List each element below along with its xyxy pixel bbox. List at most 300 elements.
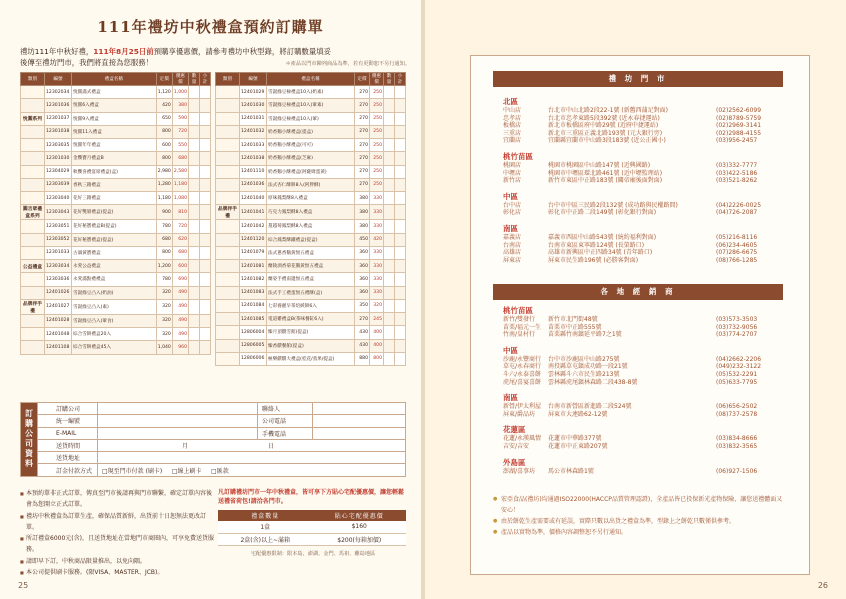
cell-sub-input[interactable] [200, 112, 211, 125]
cell-sale: 810 [172, 205, 188, 220]
cell-code: 12302034 [45, 86, 72, 99]
mobile-label: 手機電話 [258, 427, 313, 439]
store-phone: (04)2662-2206 [716, 355, 762, 363]
cell-sub-input[interactable] [200, 273, 211, 286]
intro-p2: 預購享優惠價，請參考禮坊中秋型錄，將訂購數量填妥 [153, 47, 332, 56]
store-phone: (08)737-2578 [716, 410, 758, 418]
cell-sub-input[interactable] [395, 152, 406, 165]
cell-sale: 590 [172, 112, 188, 125]
store-address: 苗栗市中正路555號 [548, 323, 602, 331]
cell-price: 800 [156, 246, 172, 259]
cell-price: 450 [355, 233, 370, 246]
cell-sale: 330 [370, 273, 384, 286]
column-header: 定價 [156, 73, 172, 86]
cell-name: 花好三籍禮盒 [72, 192, 157, 205]
store-phone: (04)2226-0025 [716, 201, 762, 209]
table-row [216, 152, 406, 165]
cell-cat [21, 99, 45, 112]
cell-qty-input[interactable] [384, 152, 395, 165]
cell-qty-input[interactable] [384, 352, 395, 365]
region-block [503, 224, 793, 264]
shipping-price: $160 [312, 521, 406, 533]
cell-name: 雪誕綠豆椪禮盒10入(葷素) [267, 99, 355, 112]
cell-code: 12401040 [240, 192, 267, 205]
cell-name: 雪誕綠豆凸入(葷食) [72, 314, 157, 327]
mobile-input[interactable] [313, 427, 406, 439]
cell-code: 12303036 [45, 273, 72, 286]
cell-code: 12301033 [45, 246, 72, 259]
company-input[interactable] [98, 403, 258, 415]
store-name: 嘉義店 [503, 234, 522, 241]
cell-qty-input[interactable] [189, 260, 200, 273]
intro-p3: 後傳至禮坊門市，我們將直接為您服務！ [20, 58, 154, 67]
cell-qty-input[interactable] [384, 233, 395, 246]
store-name: 虎尾/喜宴喜餅 [503, 378, 542, 386]
table-row [216, 112, 406, 125]
cell-sub-input[interactable] [200, 205, 211, 220]
store-name: 沙鹿/永豐商行 [503, 355, 542, 363]
store-phone: (03)774-2707 [716, 331, 758, 339]
cell-sub-input[interactable] [200, 314, 211, 327]
store-phone: (06)234-4605 [716, 241, 758, 249]
cell-qty-input[interactable] [189, 139, 200, 152]
cell-sale: 330 [370, 220, 384, 233]
cell-sub-input[interactable] [395, 246, 406, 259]
cell-name: 永愛滿點禮禮盒 [72, 273, 157, 286]
cell-sub-input[interactable] [200, 328, 211, 341]
store-name: 花蓮/永漢風情 [503, 435, 542, 443]
cell-sub-input[interactable] [395, 205, 406, 220]
region-block [503, 425, 793, 450]
table-row [21, 125, 211, 138]
cell-qty-input[interactable] [189, 299, 200, 314]
notice-item: ■ 本預約單非正式訂單，傳真至門市後請再與門市聯繫，確定訂單內容後會為您開立正式訂單。 [20, 488, 215, 511]
store-phone: (049)232-3122 [716, 363, 762, 371]
cell-sale: 490 [172, 299, 188, 314]
cell-sub-input[interactable] [395, 299, 406, 312]
cell-price: 900 [156, 205, 172, 220]
cell-qty-input[interactable] [189, 314, 200, 327]
cell-qty-input[interactable] [384, 326, 395, 339]
cell-sub-input[interactable] [395, 326, 406, 339]
cell-sub-input[interactable] [200, 99, 211, 112]
cell-cat [216, 299, 240, 312]
table-row [216, 99, 406, 112]
store-address: 雲林縣斗六市民生路213號 [548, 370, 620, 378]
cell-price: 880 [355, 352, 370, 365]
cell-qty-input[interactable] [384, 339, 395, 352]
table-row [216, 246, 406, 259]
delivery-date-label: 送貨時間 [38, 439, 98, 451]
cell-qty-input[interactable] [189, 286, 200, 299]
cell-qty-input[interactable] [384, 273, 395, 286]
cell-sale: 720 [172, 220, 188, 233]
cell-sub-input[interactable] [200, 233, 211, 246]
cell-sub-input[interactable] [395, 286, 406, 299]
cell-qty-input[interactable] [189, 205, 200, 220]
store-phone: (02)8789-5759 [716, 114, 762, 122]
table-row [218, 521, 406, 533]
cell-sub-input[interactable] [395, 165, 406, 178]
cell-qty-input[interactable] [384, 125, 395, 138]
cell-cat [216, 86, 240, 99]
shipping-col-qty: 禮盒數量 [218, 510, 312, 521]
cell-code: 12401028 [45, 314, 72, 327]
cell-price: 320 [156, 328, 172, 341]
cell-sub-input[interactable] [395, 260, 406, 273]
cell-code: 12401027 [45, 299, 72, 314]
cell-sale: 1,000 [172, 86, 188, 99]
cell-code: 12303051 [45, 220, 72, 233]
cell-cat [21, 220, 45, 233]
cell-sub-input[interactable] [200, 139, 211, 152]
cell-qty-input[interactable] [384, 178, 395, 191]
region-block [503, 97, 793, 145]
cell-price: 780 [156, 220, 172, 233]
cell-qty-input[interactable] [189, 328, 200, 341]
intro-note: ＊產品以門市陳列商品為準，若有更動恕不另行通知。 [285, 61, 410, 67]
cell-code: 12401029 [240, 86, 267, 99]
cell-qty-input[interactable] [384, 192, 395, 205]
cell-cat [216, 313, 240, 326]
cell-name: 秋饗喜禮宴席禮盒(盒) [72, 165, 157, 178]
store-address: 新北市板橋區府中路29號 (近府中捷運站) [548, 122, 659, 130]
cell-sub-input[interactable] [395, 99, 406, 112]
pay-transfer-checkbox[interactable]: □匯款 [211, 467, 229, 475]
cell-qty-input[interactable] [189, 220, 200, 233]
store-address: 嘉義市西區中山路543號 (統約福利對面) [548, 234, 657, 241]
table-row [21, 328, 211, 341]
cell-cat [216, 260, 240, 273]
cell-sub-input[interactable] [395, 192, 406, 205]
cell-price: 360 [355, 273, 370, 286]
cell-price: 1,120 [156, 86, 172, 99]
cell-qty-input[interactable] [189, 192, 200, 205]
table-row [21, 273, 211, 286]
cell-qty-input[interactable] [384, 260, 395, 273]
cell-qty-input[interactable] [189, 165, 200, 178]
cell-cat: 悅圓系列 [21, 112, 45, 125]
cell-price: 650 [156, 112, 172, 125]
store-phone: (06)927-1506 [716, 467, 758, 475]
cell-qty-input[interactable] [189, 86, 200, 99]
table-row [216, 139, 406, 152]
cell-qty-input[interactable] [189, 125, 200, 138]
intro-date: 111年8月25日前 [93, 47, 154, 56]
notice-list [20, 488, 215, 578]
cell-code: 12301036 [45, 99, 72, 112]
list-item [503, 324, 793, 332]
cell-cat: 公益禮盒 [21, 260, 45, 273]
cell-sub-input[interactable] [200, 286, 211, 299]
region-name: 花蓮區 [503, 425, 526, 435]
store-phone: (02)2562-6099 [716, 107, 762, 114]
cell-price: 1,280 [156, 178, 172, 191]
store-phone: (05)633-7795 [716, 378, 758, 386]
cell-cat [216, 286, 240, 299]
store-address: 屏東市大連路62-12號 [548, 410, 608, 418]
cell-price: 380 [355, 205, 370, 220]
cell-code: 12401032 [240, 125, 267, 138]
cell-code: 12401038 [240, 152, 267, 165]
delivery-date-input[interactable] [98, 439, 406, 451]
table-row [216, 178, 406, 191]
cell-sale: 400 [370, 339, 384, 352]
table-row [21, 192, 211, 205]
cell-qty-input[interactable] [384, 112, 395, 125]
list-item [503, 411, 793, 419]
region-name: 外島區 [503, 457, 526, 467]
page-number-right: 26 [817, 581, 828, 590]
cell-qty-input[interactable] [189, 178, 200, 191]
table-row [21, 86, 211, 99]
table-row [21, 246, 211, 259]
cell-sub-input[interactable] [395, 178, 406, 191]
column-header: 數量 [189, 73, 200, 86]
store-phone: (03)332-7777 [716, 162, 758, 169]
column-header: 編號 [45, 73, 72, 86]
region-block [503, 346, 793, 386]
address-input[interactable] [98, 452, 406, 464]
cell-name: 金饗寶月禮盒B [72, 152, 157, 165]
table-row [216, 313, 406, 326]
store-phone: (03)521-8262 [716, 177, 758, 185]
phone-input[interactable] [313, 415, 406, 427]
page-title: 111年禮坊中秋禮盒預約訂購單 [97, 18, 324, 36]
cell-qty-input[interactable] [384, 86, 395, 99]
cell-sub-input[interactable] [395, 220, 406, 233]
table-row [216, 339, 406, 352]
cell-code: 12301038 [45, 125, 72, 138]
cell-cat [21, 273, 45, 286]
table-row [216, 260, 406, 273]
table-row [21, 260, 211, 273]
store-phone: (03)834-8666 [716, 435, 758, 443]
cell-cat [21, 165, 45, 178]
page-number-left: 25 [18, 581, 29, 590]
cell-sale: 400 [370, 326, 384, 339]
cell-cat [216, 125, 240, 138]
cell-sub-input[interactable] [395, 139, 406, 152]
list-item [503, 468, 793, 476]
cell-cat [216, 326, 240, 339]
cell-qty-input[interactable] [189, 246, 200, 259]
cell-sub-input[interactable] [200, 125, 211, 138]
cell-sale: 250 [370, 152, 384, 165]
cell-sub-input[interactable] [395, 273, 406, 286]
address-label: 送貨地址 [38, 452, 98, 464]
cell-qty-input[interactable] [384, 299, 395, 312]
cell-qty-input[interactable] [384, 205, 395, 220]
pay-online-checkbox[interactable]: □線上刷卡 [171, 467, 202, 475]
cell-sale: 250 [370, 99, 384, 112]
table-row [21, 341, 211, 354]
store-name: 中壢店 [503, 169, 522, 177]
store-name: 屏東/爵品坊 [503, 410, 536, 418]
cell-qty-input[interactable] [189, 152, 200, 165]
cell-qty-input[interactable] [384, 220, 395, 233]
cell-sub-input[interactable] [395, 352, 406, 365]
store-name: 桃園店 [503, 162, 522, 169]
cell-name: 悅圓11入禮盒 [72, 125, 157, 138]
cell-name: 綜合雪餅禮盒45入 [72, 341, 157, 354]
column-header: 類別 [21, 73, 45, 86]
cell-code: 12806005 [240, 339, 267, 352]
cell-qty-input[interactable] [189, 273, 200, 286]
region-name: 中區 [503, 191, 518, 201]
cell-sub-input[interactable] [395, 313, 406, 326]
stores-section-title: 禮 坊 門 市 [493, 71, 783, 87]
cell-sub-input[interactable] [200, 220, 211, 233]
store-name: 三重店 [503, 129, 522, 137]
cell-name: 蘭姿手禮南邊無五禮盒 [267, 273, 355, 286]
region-block [503, 192, 793, 217]
cell-price: 380 [355, 192, 370, 205]
cell-sale: 490 [172, 328, 188, 341]
cell-sale: 330 [370, 260, 384, 273]
cell-name: 極樂饌饌大禮盒(桂花/蒸果/提盒) [267, 352, 355, 365]
cell-code: 12303043 [45, 205, 72, 220]
cell-price: 320 [156, 314, 172, 327]
store-name: 草屯/永春商行 [503, 363, 542, 371]
cell-name: 奶香鵝小酥禮盒(提盒) [267, 125, 355, 138]
cell-sub-input[interactable] [200, 192, 211, 205]
cell-qty-input[interactable] [189, 341, 200, 354]
cell-price: 270 [355, 112, 370, 125]
cell-sub-input[interactable] [395, 339, 406, 352]
cell-sub-input[interactable] [200, 260, 211, 273]
cell-cat [21, 125, 45, 138]
order-form-side-label: 訂購公司資料 [21, 403, 38, 477]
cell-sale: 380 [172, 99, 188, 112]
cell-sub-input[interactable] [200, 178, 211, 191]
cell-sub-input[interactable] [200, 246, 211, 259]
cell-sub-input[interactable] [395, 112, 406, 125]
table-row [21, 233, 211, 246]
cell-sale: 250 [370, 112, 384, 125]
cell-qty-input[interactable] [384, 313, 395, 326]
store-name: 新竹店 [503, 177, 522, 185]
cell-qty-input[interactable] [189, 233, 200, 246]
region-block [503, 152, 793, 185]
highlight-notes [493, 494, 783, 538]
shipping-section [218, 488, 408, 557]
store-address: 屏東市民生路196號 (必勝客對面) [548, 256, 639, 264]
cell-sale: 800 [370, 352, 384, 365]
cell-cat [216, 152, 240, 165]
cell-sub-input[interactable] [395, 86, 406, 99]
cell-price: 380 [355, 220, 370, 233]
cell-qty-input[interactable] [384, 99, 395, 112]
cell-price: 360 [355, 260, 370, 273]
cell-sale: 490 [172, 314, 188, 327]
cell-cat [216, 178, 240, 191]
cell-sub-input[interactable] [395, 233, 406, 246]
store-address: 新北市三重區正義北路193號 (元大銀行旁) [548, 129, 663, 137]
region-block [503, 458, 793, 476]
cell-name: 悅圓9入禮盒 [72, 112, 157, 125]
cell-sale: 1,180 [172, 178, 188, 191]
cell-code: 12401026 [45, 286, 72, 299]
cell-sale: 250 [370, 86, 384, 99]
cell-sub-input[interactable] [200, 86, 211, 99]
region-name: 南區 [503, 393, 518, 403]
cell-name: 綜合鳳梨酥鐵禮盒(提盒) [267, 233, 355, 246]
store-name: 澎湖/喜事坊 [503, 467, 536, 475]
list-item [503, 137, 793, 145]
cell-sale: 250 [370, 139, 384, 152]
column-header: 優惠價 [172, 73, 188, 86]
tax-id-input[interactable] [98, 415, 258, 427]
cell-cat: 圓吉眾禮盒系列 [21, 205, 45, 220]
column-header: 數量 [384, 73, 395, 86]
cell-qty-input[interactable] [189, 99, 200, 112]
contact-input[interactable] [313, 403, 406, 415]
cell-sub-input[interactable] [200, 165, 211, 178]
table-row [216, 220, 406, 233]
column-header: 類別 [216, 73, 240, 86]
store-address: 新竹市北門街48號 [548, 316, 598, 323]
cell-sub-input[interactable] [200, 152, 211, 165]
cell-qty-input[interactable] [189, 112, 200, 125]
cell-sale: 330 [370, 192, 384, 205]
region-name: 南區 [503, 224, 518, 233]
store-address: 花蓮市中華路377號 [548, 435, 602, 443]
cell-qty-input[interactable] [384, 139, 395, 152]
cell-qty-input[interactable] [384, 286, 395, 299]
shipping-footnote: 宅配優惠限制：限本島，澎湖、金門、馬祖、離島地區 [250, 550, 376, 557]
notice-item: ■ 禮坊中秋禮盒為訂單生產，確保品質新鮮，出貨前十日恕無法更改訂單。 [20, 511, 215, 534]
cell-name: 花好雙層禮盒(提盒) [72, 205, 157, 220]
cell-price: 270 [355, 99, 370, 112]
day-label: 日 [268, 443, 275, 451]
cell-code: 12401033 [240, 139, 267, 152]
column-header: 定價 [355, 73, 370, 86]
cell-qty-input[interactable] [384, 165, 395, 178]
cell-code: 12401120 [240, 233, 267, 246]
product-table-left [20, 72, 211, 355]
pay-store-checkbox[interactable]: □現至門市付款 (刷卡) [102, 467, 163, 475]
cell-code: 12401041 [240, 205, 267, 220]
store-name: 彰化店 [503, 209, 522, 217]
table-row [21, 178, 211, 191]
cell-cat [216, 192, 240, 205]
store-name: 新竹/雙發行 [503, 316, 536, 323]
cell-sub-input[interactable] [395, 125, 406, 138]
email-input[interactable] [98, 427, 258, 439]
store-address: 彰化市中正路二段149號 (彰化銀行對面) [548, 209, 657, 217]
cell-sub-input[interactable] [200, 299, 211, 314]
cell-sub-input[interactable] [200, 341, 211, 354]
cell-name: 電道雞禮盒B(茶味餐缸6入) [267, 313, 355, 326]
store-name: 台中店 [503, 201, 522, 209]
store-address: 桃園市桃園區中山路147號 (近興國路) [548, 162, 651, 169]
table-row [21, 112, 211, 125]
cell-cat: 品牌伴手禮 [21, 299, 45, 314]
cell-price: 320 [156, 286, 172, 299]
store-phone: (05)532-2291 [716, 370, 758, 378]
table-row [21, 139, 211, 152]
cell-code: 12304029 [45, 165, 72, 178]
cell-qty-input[interactable] [384, 246, 395, 259]
cell-code: 12301037 [45, 112, 72, 125]
store-phone: (03)732-9056 [716, 323, 758, 331]
cell-name: 香秋三籍禮盒 [72, 178, 157, 191]
cell-code: 12401082 [240, 273, 267, 286]
cell-name: 法式手工禮蛋無五禮酥(盒) [267, 286, 355, 299]
list-item [503, 316, 793, 324]
cell-cat [21, 192, 45, 205]
